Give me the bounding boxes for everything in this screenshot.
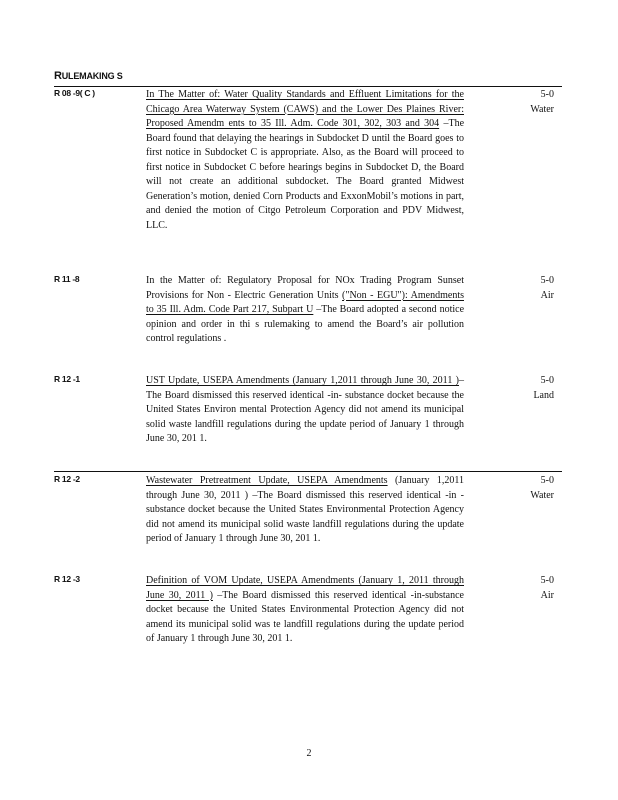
case-summary: –The Board dismissed this reserved identical -in-substance docket because the United States Environmental Protection Agency did not amend its municipal solid was te landfill regulations during the update period of January 1 through June 30, 201 1. (146, 589, 464, 644)
case-title: Wastewater Pretreatment Update, USEPA Amendments (146, 475, 388, 486)
vote-column (484, 274, 554, 303)
vote-column (484, 88, 554, 117)
vote-count: 5-0 (540, 475, 554, 486)
case-title: UST Update, USEPA Amendments (January 1,2011 through June 30, 2011 ) (146, 375, 459, 386)
category-label: Water (530, 103, 554, 115)
section-heading (54, 70, 123, 82)
section-heading-initial: R (54, 70, 62, 82)
rulemaking-entry (54, 88, 562, 263)
entry-description (146, 274, 464, 347)
vote-count: 5-0 (540, 275, 554, 286)
category-label: Land (533, 389, 554, 401)
vote-count: 5-0 (540, 89, 554, 100)
docket-number: R 11 -8 (54, 274, 80, 284)
category-label: Air (540, 589, 554, 601)
entry-description (146, 474, 464, 547)
rulemaking-entry (54, 374, 562, 466)
case-summary: –The Board found that delaying the hearings in Subdocket D until the Board goes to first notice in Subdocket C is appropriate. Also, as the Board will proceed to first notice in Subdocket C before hearings begins in Subdocket D, the Board will not create an additional subdocket. The Board granted Midwest Generation’s motion, denied Corn Products and ExxonMobil’s motions in part, and denied the motion of Citgo Petroleum Corporation and PDV Midwest, LLC. (146, 118, 465, 231)
docket-number: R 12 -3 (54, 574, 80, 584)
category-label: Water (530, 489, 554, 501)
case-summary: –The Board dismissed this reserved identical -in- substance docket because the United States Environ mental Protection Agency did not amend its municipal solid waste landfill regulations during the update period of January 1 through June 30, 201 1. (146, 375, 464, 444)
entry-description (146, 574, 464, 647)
case-title: ("Non - EGU"): Amendments to 35 Ill. Adm. Code Part 217, Subpart U (146, 289, 464, 315)
category-label: Air (540, 289, 554, 301)
case-title: In The Matter of: Water Quality Standards and Effluent Limitations for the Chicago Area Waterway System (CAWS) and the Lower Des Plaines River: Proposed Amendm ents to 35 Ill. Adm. Code 301, 302, 303 and 304 (146, 89, 464, 129)
docket-number: R 12 -2 (54, 474, 80, 484)
page-number: 2 (306, 748, 312, 759)
section-heading-rest: ULEMAKING S (61, 71, 123, 81)
case-title: Definition of VOM Update, USEPA Amendments (January 1, 2011 through June 30, 2011 ) (146, 575, 464, 601)
vote-count: 5-0 (540, 575, 554, 586)
entry-description (146, 88, 464, 233)
rulemaking-entry (54, 274, 562, 366)
docket-number: R 12 -1 (54, 374, 80, 384)
rulemaking-entry (54, 574, 562, 666)
heading-rule (54, 86, 562, 87)
docket-number: R 08 -9( C ) (54, 88, 95, 98)
case-summary: –The Board adopted a second notice opinion and order in thi s rulemaking to amend the Board’s air pollution control regulations . (146, 304, 465, 344)
vote-column (484, 574, 554, 603)
case-title-lead: In the Matter of: Regulatory Proposal for NOx Trading Program Sunset Provisions for Non - Electric Generation Units (146, 275, 464, 301)
section-divider (54, 471, 562, 472)
vote-column (484, 374, 554, 403)
entry-description (146, 374, 464, 447)
case-summary: (January 1,2011 through June 30, 2011 ) –The Board dismissed this reserved identical -in -substance docket because the United States Environmental Protection Agency did not amend its municipal solid waste landfill regulations during the update period of January 1 through June 30, 201 1. (146, 475, 465, 544)
vote-count: 5-0 (540, 375, 554, 386)
vote-column (484, 474, 554, 503)
rulemaking-entry (54, 474, 562, 566)
